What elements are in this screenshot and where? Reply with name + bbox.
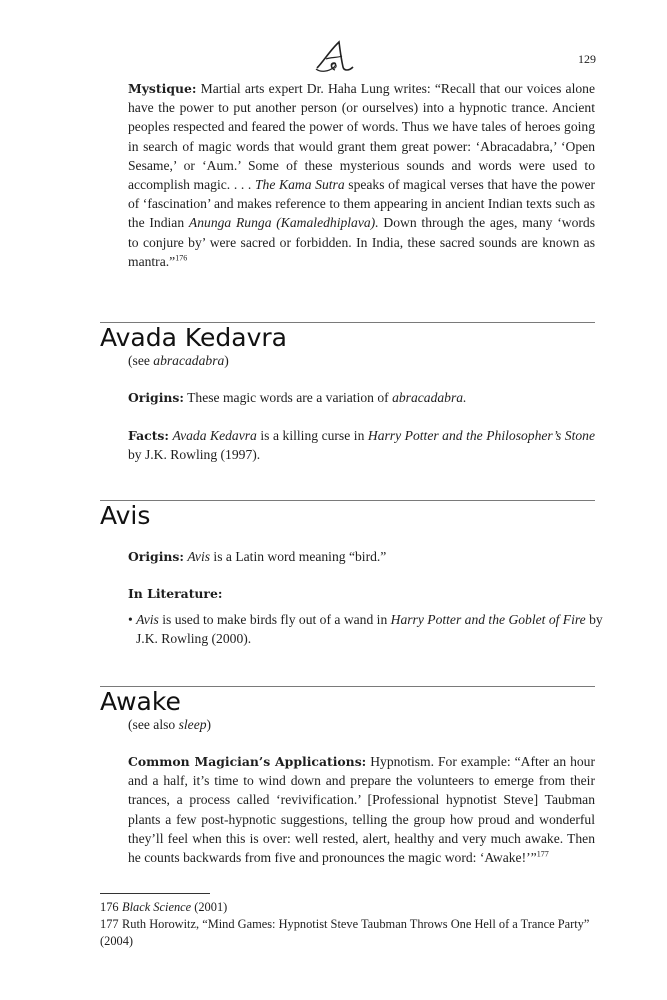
footnote-ref-176: 176: [175, 253, 188, 263]
cross-reference: (see abracadabra): [128, 353, 229, 368]
mystique-text-1: Martial arts expert Dr. Haha Lung writes: “Recall that our voices alone have the power to put another person (or ourselves) into a hypnotic trance. Ancient peoples respected and feared the power of words. Thus we have tales of heroes going in search of magic words that would grant them great power: ‘Abracadabra,’ ‘Open Sesame,’ or ‘Aum.’ Some of these mysterious sounds and words were used to accomplish magic. . . .: [128, 81, 595, 193]
avis-literature-heading: [128, 584, 595, 603]
awake-applications: Common Magician’s Applications: Hypnotism. For example: “After an hour and a half, it’s time to wind down and prepare the volunteers to emerge from their trances, a process called ‘revivification.’ [Professional hypnotist Steve] Taubman plants a few post-hypnotic suggestions, telling the group how proud and wonderful they’ll feel when this is over: well rested, alert, healthy and very much awake. Then he counts backwards from five and pronounces the magic word: ‘Awake!’”$^{177}$: [128, 754, 595, 866]
avis-origins: Origins: Avis is a Latin word meaning “bird.”: [128, 549, 387, 564]
origins-label: Origins:: [128, 390, 184, 405]
book-title-goblet-of-fire: Harry Potter and the Goblet of Fire: [390, 612, 586, 627]
entry-title-avis: Avis: [100, 501, 151, 530]
cross-reference: (see also sleep): [128, 717, 212, 732]
applications-label: Common Magician’s Applications:: [128, 754, 367, 769]
mystique-text-3: Down through the ages, many ‘words to conjure by’ were sacred or forbidden. In India, these sacred sounds are known as mantra.”: [128, 215, 595, 269]
mystique-text-2: speaks of magical verses that have the power of ‘fascination’ and makes reference to them appearing in ancient Indian texts such as the Indian: [128, 177, 596, 231]
avada-origins: Origins: These magic words are a variation of abracadabra.: [128, 390, 467, 405]
origins-label: Origins:: [128, 549, 184, 564]
bullet-icon: •: [128, 612, 133, 627]
footnote-176: 176 Black Science (2001): [100, 900, 228, 914]
footnote-177: 177 Ruth Horowitz, “Mind Games: Hypnotist Steve Taubman Throws One Hell of a Trance Party” (2004): [100, 917, 590, 948]
entry-title-avada-kedavra: Avada Kedavra: [100, 323, 287, 352]
footnote-divider: [100, 893, 210, 894]
in-literature-label: In Literature:: [128, 586, 223, 601]
ornamental-letter-a: [313, 40, 357, 74]
entry-title-awake: Awake: [100, 687, 181, 716]
avada-facts: Facts: Avada Kedavra is a killing curse in Harry Potter and the Philosopher’s Stone by J.K. Rowling (1997).: [128, 428, 595, 463]
book-title-philosophers-stone: Harry Potter and the Philosopher’s Stone: [367, 428, 595, 443]
facts-label: Facts:: [128, 428, 169, 443]
page-number: 129: [578, 52, 596, 66]
list-item: • Avis is used to make birds fly out of a wand in Harry Potter and the Goblet of Fire by J.K. Rowling (2000).: [128, 612, 603, 647]
anunga-runga-title: Anunga Runga (Kamaledhiplava).: [188, 215, 379, 231]
footnote-ref-177: 177: [536, 849, 549, 859]
section-divider: [100, 500, 595, 501]
kama-sutra-title: The Kama Sutra: [254, 177, 345, 193]
mystique-paragraph: [128, 79, 595, 271]
mystique-label: Mystique:: [128, 81, 197, 96]
